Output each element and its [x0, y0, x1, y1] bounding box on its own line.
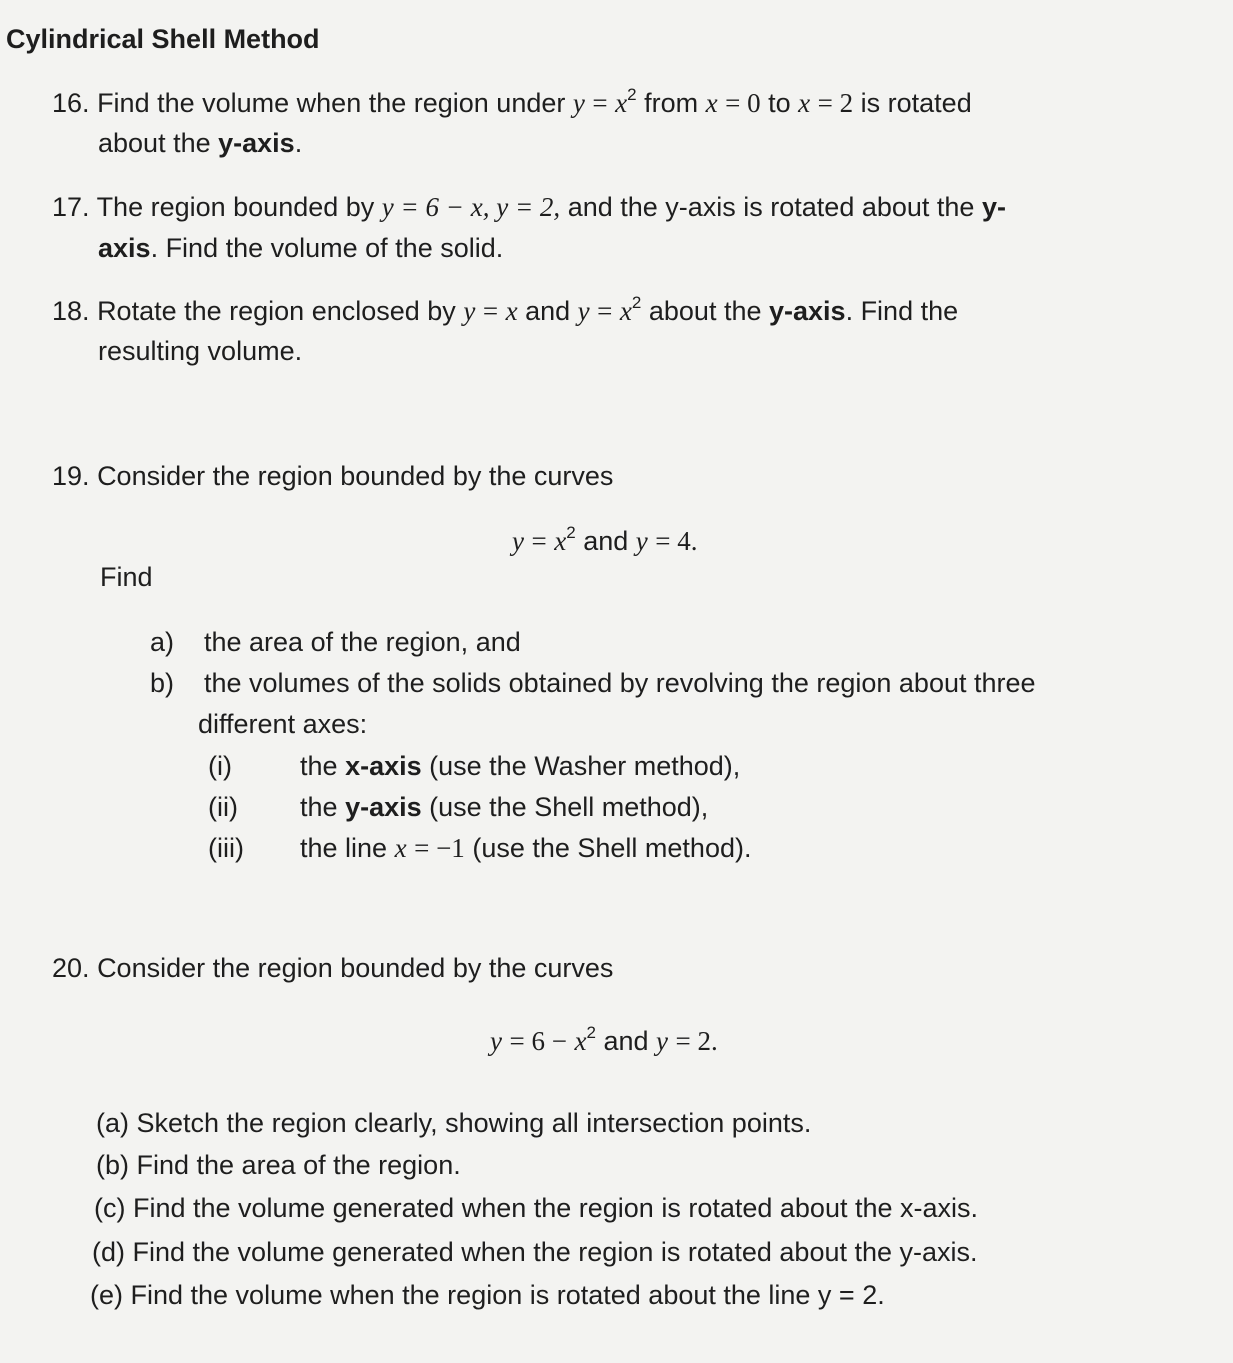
sub-i: (i) the x-axis (use the Washer method),: [208, 751, 741, 781]
question-number: 17.: [52, 192, 90, 222]
question-20: 20. Consider the region bounded by the curves: [52, 953, 614, 983]
part-a: a) the area of the region, and: [150, 627, 521, 657]
question-19-equation: $y = x^2$ and y = 4.: [512, 523, 698, 556]
question-18: 18. Rotate the region enclosed by y = x and $y = x^2$ about the y-axis. Find the: [52, 293, 959, 326]
find-label: Find: [100, 562, 153, 592]
sub-iii: (iii) the line x = −1 (use the Shell method).: [208, 833, 752, 863]
q20-part-e: (e) Find the volume when the region is rotated about the line y = 2.: [90, 1280, 885, 1310]
question-17: 17. The region bounded by y = 6 − x, y = 2, and the y-axis is rotated about the y-: [52, 192, 1006, 222]
question-16: 16. Find the volume when the region under $y = x^2$ from x = 0 to x = 2 is rotated: [52, 85, 972, 118]
q20-part-c: (c) Find the volume generated when the region is rotated about the x-axis.: [94, 1193, 978, 1223]
q20-part-b: (b) Find the area of the region.: [96, 1150, 461, 1180]
question-number: 20.: [52, 953, 90, 983]
question-17-line2: axis. Find the volume of the solid.: [98, 233, 504, 263]
part-b-line2: different axes:: [198, 709, 368, 739]
q20-part-d: (d) Find the volume generated when the region is rotated about the y-axis.: [92, 1237, 978, 1267]
question-number: 19.: [52, 461, 90, 491]
question-16-line2: about the y-axis.: [98, 128, 303, 158]
part-b: b) the volumes of the solids obtained by revolving the region about three: [150, 668, 1036, 698]
question-19: 19. Consider the region bounded by the curves: [52, 461, 614, 491]
question-18-line2: resulting volume.: [98, 336, 303, 366]
q20-part-a: (a) Sketch the region clearly, showing all intersection points.: [96, 1108, 812, 1138]
question-number: 16.: [52, 88, 90, 118]
question-number: 18.: [52, 296, 90, 326]
page-title: Cylindrical Shell Method: [6, 24, 320, 54]
sub-ii: (ii) the y-axis (use the Shell method),: [208, 792, 709, 822]
question-20-equation: $y = 6 - x^2$ and y = 2.: [490, 1023, 718, 1056]
